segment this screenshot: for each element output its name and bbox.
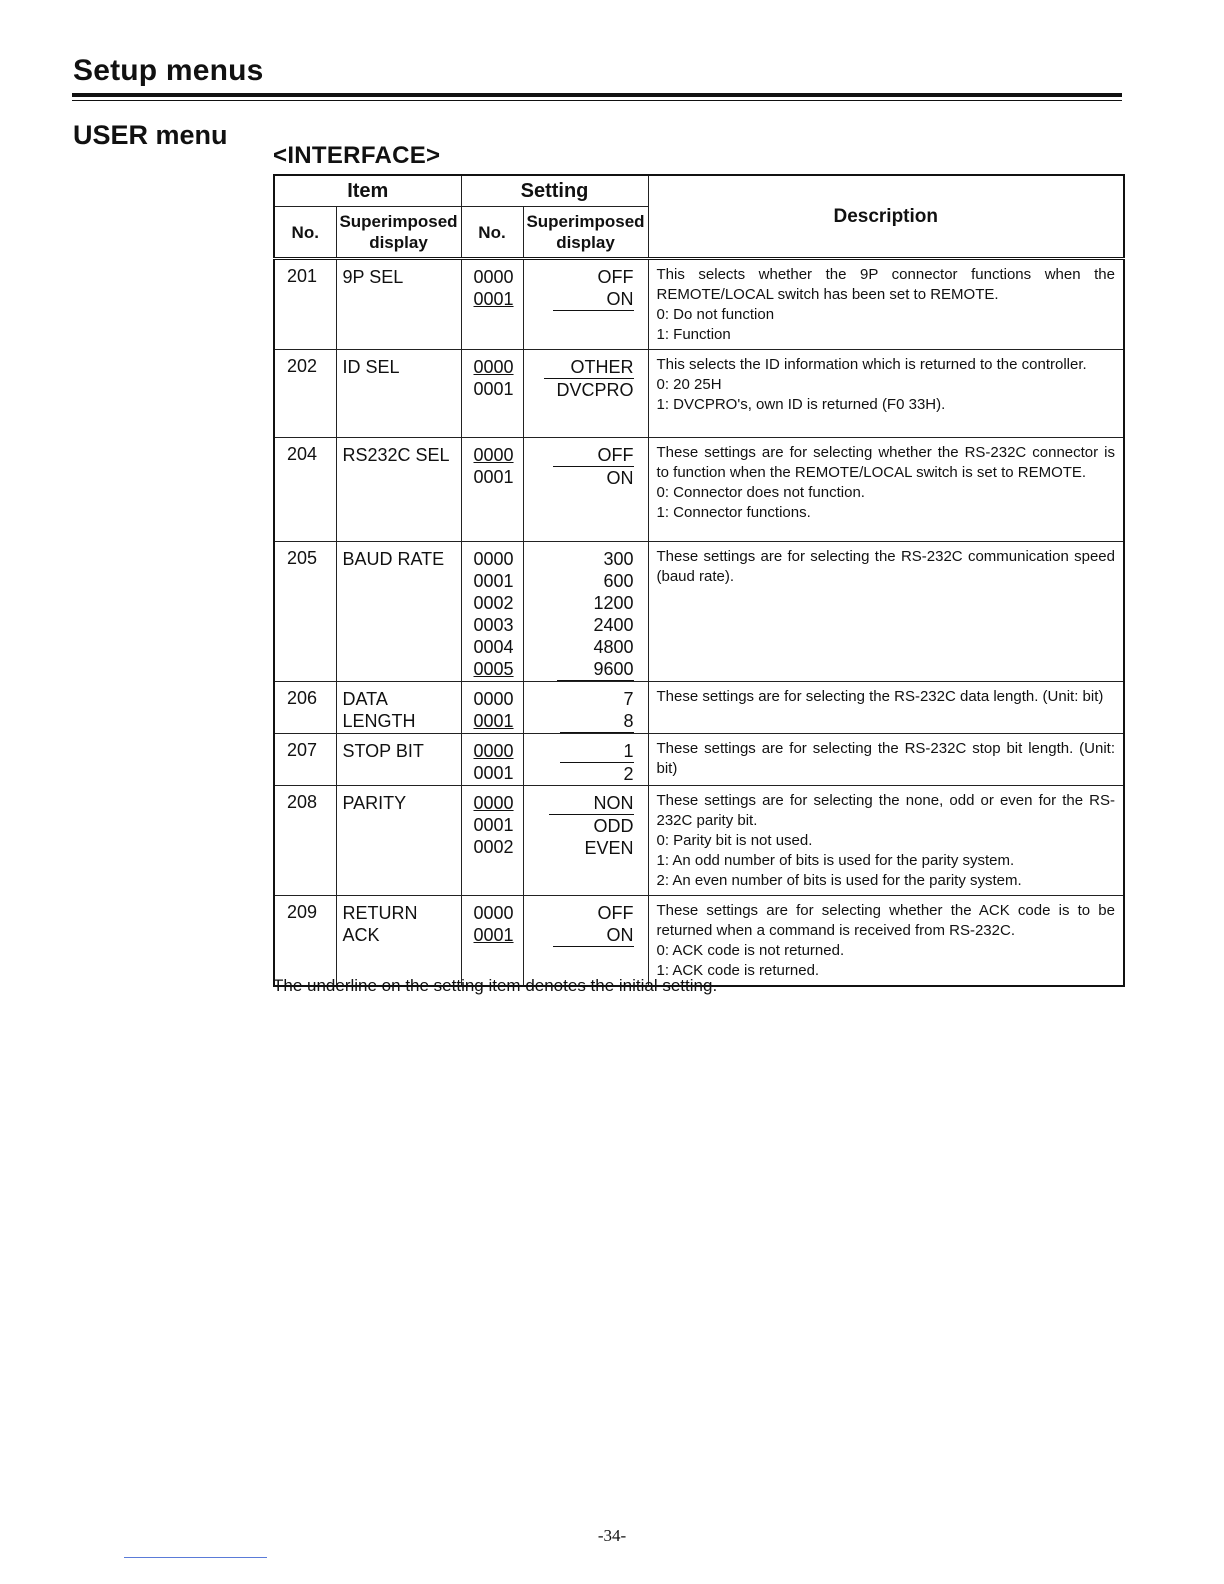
item-display-line: BAUD RATE	[342, 549, 445, 569]
description-option: 0: ACK code is not returned.	[656, 942, 845, 959]
item-number: 202	[274, 350, 336, 438]
setting-display: OTHER	[544, 356, 634, 379]
item-description	[648, 259, 1124, 350]
header-display-label: display	[556, 233, 615, 252]
item-display-line: RETURN	[342, 903, 418, 923]
item-description	[648, 542, 1124, 682]
setting-number: 0001	[473, 763, 514, 783]
item-display	[336, 786, 461, 896]
setting-display-line	[530, 688, 634, 710]
setting-display: 300	[603, 549, 634, 569]
setting-number: 0000	[473, 445, 514, 465]
page-header-title: Setup menus	[73, 54, 264, 87]
item-description	[648, 734, 1124, 786]
item-display-line: RS232C SEL	[342, 445, 450, 465]
setting-number: 0000	[473, 793, 514, 813]
header-setting-no: No.	[461, 207, 523, 259]
setting-number: 0000	[473, 357, 514, 377]
description-option: 1: Function	[656, 326, 731, 343]
setting-displays	[523, 786, 648, 896]
setting-number: 0005	[473, 659, 514, 679]
setting-number: 0002	[473, 593, 514, 613]
item-description	[648, 786, 1124, 896]
item-display	[336, 259, 461, 350]
setting-display: EVEN	[584, 838, 634, 858]
setting-display: 2	[623, 764, 634, 784]
item-display-line: ACK	[342, 925, 380, 945]
setting-display-line	[530, 444, 634, 467]
setting-display: 2400	[593, 615, 634, 635]
description-text: These settings are for selecting the RS-232C communication speed (baud rate).	[656, 548, 1115, 585]
item-display	[336, 896, 461, 987]
description-option: 0: Connector does not function.	[656, 484, 865, 501]
setting-display: 4800	[593, 637, 634, 657]
setting-numbers	[461, 438, 523, 542]
interface-settings-table	[273, 174, 1125, 987]
item-display-line: 9P SEL	[342, 267, 404, 287]
description-option: 0: Parity bit is not used.	[656, 832, 813, 849]
setting-numbers	[461, 682, 523, 734]
item-number: 207	[274, 734, 336, 786]
header-item: Item	[274, 175, 461, 207]
setting-numbers	[461, 542, 523, 682]
item-description	[648, 896, 1124, 987]
table-row	[274, 734, 1124, 786]
item-number: 205	[274, 542, 336, 682]
setting-number: 0003	[473, 615, 514, 635]
table-body	[274, 259, 1124, 987]
setting-numbers	[461, 350, 523, 438]
setting-number: 0001	[473, 711, 514, 731]
setting-number: 0000	[473, 267, 514, 287]
item-description	[648, 350, 1124, 438]
setting-number: 0000	[473, 741, 514, 761]
table-row	[274, 682, 1124, 734]
description-option: 1: Connector functions.	[656, 504, 811, 521]
description-text: This selects the ID information which is returned to the controller.	[656, 356, 1087, 373]
setting-display: NON	[549, 792, 634, 815]
setting-display: DVCPRO	[556, 380, 634, 400]
setting-display: ON	[606, 468, 634, 488]
item-display	[336, 438, 461, 542]
section-title: USER menu	[73, 120, 228, 150]
table-row	[274, 350, 1124, 438]
setting-display: 600	[603, 571, 634, 591]
setting-displays	[523, 542, 648, 682]
setting-display-line	[530, 792, 634, 815]
setting-display: OFF	[597, 903, 634, 923]
setting-display-line	[530, 710, 634, 733]
setting-display: 9600	[557, 658, 633, 681]
setting-display: ODD	[593, 816, 634, 836]
setting-displays	[523, 896, 648, 987]
table-row	[274, 542, 1124, 682]
setting-number: 0001	[473, 467, 514, 487]
setting-display-line	[530, 815, 634, 837]
description-option: 2: An even number of bits is used for the parity system.	[656, 872, 1022, 889]
setting-display-line	[530, 356, 634, 379]
setting-display-line	[530, 740, 634, 763]
setting-display: 7	[623, 689, 634, 709]
setting-display-line	[530, 592, 634, 614]
header-superimposed-label: Superimposed	[526, 212, 645, 231]
item-display	[336, 542, 461, 682]
item-display	[336, 734, 461, 786]
header-rule-thick	[72, 93, 1122, 97]
setting-display-line	[530, 658, 634, 681]
setting-display-line	[530, 636, 634, 658]
setting-display: 8	[560, 710, 633, 733]
header-superimposed-label: Superimposed	[339, 212, 458, 231]
footnote: The underline on the setting item denotes the initial setting.	[273, 976, 718, 995]
description-text: This selects whether the 9P connector functions when the REMOTE/LOCAL switch has been set to REMOTE.	[656, 266, 1115, 303]
setting-displays	[523, 259, 648, 350]
item-display-line: ID SEL	[342, 357, 400, 377]
description-text: These settings are for selecting the RS-232C data length. (Unit: bit)	[656, 688, 1104, 705]
item-description	[648, 438, 1124, 542]
setting-display-line	[530, 467, 634, 489]
setting-displays	[523, 682, 648, 734]
setting-display-line	[530, 837, 634, 859]
setting-display-line	[530, 288, 634, 311]
setting-display: 1200	[593, 593, 634, 613]
setting-number: 0001	[473, 571, 514, 591]
item-number: 201	[274, 259, 336, 350]
description-text: These settings are for selecting the none, odd or even for the RS-232C parity bit.	[656, 792, 1115, 829]
setting-displays	[523, 350, 648, 438]
item-display	[336, 350, 461, 438]
header-display-label: display	[369, 233, 428, 252]
item-number: 206	[274, 682, 336, 734]
setting-display-line	[530, 924, 634, 947]
item-display-line: STOP BIT	[342, 741, 424, 761]
item-display-line: PARITY	[342, 793, 407, 813]
setting-display-line	[530, 902, 634, 924]
setting-numbers	[461, 259, 523, 350]
setting-display-line	[530, 763, 634, 785]
description-text: These settings are for selecting whether the RS-232C connector is to function when the REMOTE/LOCAL switch is set to REMOTE.	[656, 444, 1115, 481]
table-row	[274, 259, 1124, 350]
item-number: 204	[274, 438, 336, 542]
description-text: These settings are for selecting the RS-232C stop bit length. (Unit: bit)	[656, 740, 1115, 777]
description-option: 0: Do not function	[656, 306, 775, 323]
setting-display: OFF	[553, 444, 634, 467]
item-display-line: DATA	[342, 689, 388, 709]
setting-number: 0001	[473, 289, 514, 309]
setting-number: 0000	[473, 903, 514, 923]
setting-numbers	[461, 786, 523, 896]
setting-display: ON	[553, 924, 634, 947]
setting-displays	[523, 438, 648, 542]
description-text: These settings are for selecting whether the ACK code is to be returned when a command is received from RS-232C.	[656, 902, 1115, 939]
setting-number: 0001	[473, 815, 514, 835]
table-row	[274, 438, 1124, 542]
page-number: -34-	[597, 1526, 627, 1545]
setting-number: 0001	[473, 379, 514, 399]
setting-display-line	[530, 548, 634, 570]
setting-display: OFF	[597, 267, 634, 287]
subsection-title: <INTERFACE>	[273, 142, 441, 169]
description-option: 1: An odd number of bits is used for the parity system.	[656, 852, 1015, 869]
setting-display: 1	[560, 740, 633, 763]
header-setting-display	[523, 207, 648, 259]
setting-display-line	[530, 266, 634, 288]
setting-display-line	[530, 614, 634, 636]
setting-number: 0001	[473, 925, 514, 945]
setting-display-line	[530, 379, 634, 401]
item-display-line: LENGTH	[342, 711, 416, 731]
item-number: 208	[274, 786, 336, 896]
setting-display: ON	[553, 288, 634, 311]
description-option: 1: ACK code is returned.	[656, 962, 820, 979]
header-rule-thin	[72, 100, 1122, 101]
item-number: 209	[274, 896, 336, 987]
header-setting: Setting	[461, 175, 648, 207]
item-description	[648, 682, 1124, 734]
setting-number: 0000	[473, 689, 514, 709]
setting-number: 0000	[473, 549, 514, 569]
setting-numbers	[461, 734, 523, 786]
header-description: Description	[648, 175, 1124, 259]
description-option: 0: 20 25H	[656, 376, 722, 393]
header-item-display	[336, 207, 461, 259]
table-row	[274, 786, 1124, 896]
setting-number: 0002	[473, 837, 514, 857]
item-display	[336, 682, 461, 734]
description-option: 1: DVCPRO's, own ID is returned (F0 33H).	[656, 396, 946, 413]
setting-display-line	[530, 570, 634, 592]
setting-number: 0004	[473, 637, 514, 657]
bottom-link-line	[124, 1557, 267, 1558]
setting-displays	[523, 734, 648, 786]
header-item-no: No.	[274, 207, 336, 259]
setting-numbers	[461, 896, 523, 987]
table-row	[274, 896, 1124, 987]
